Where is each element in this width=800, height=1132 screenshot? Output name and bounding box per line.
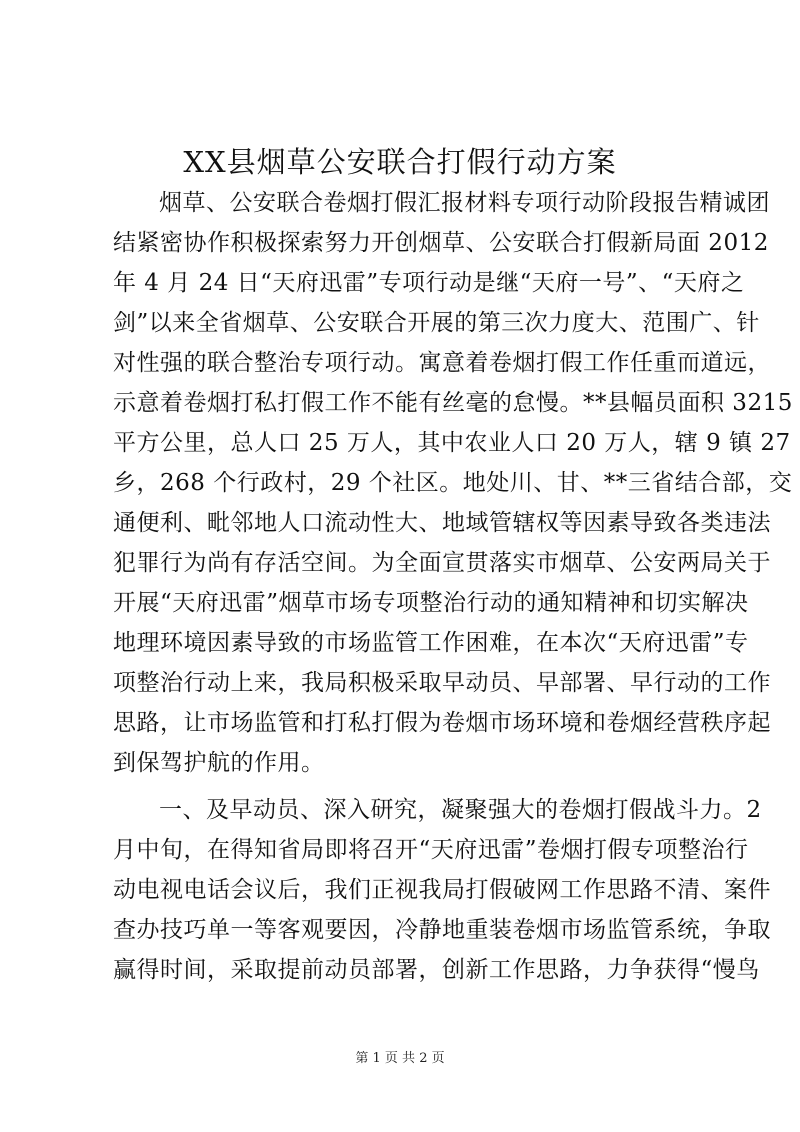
text-line: 结紧密协作积极探索努力开创烟草、公安联合打假新局面 2012 (113, 230, 769, 256)
text-line: 一、及早动员、深入研究，凝聚强大的卷烟打假战斗力。2 (159, 797, 762, 823)
text-line: 烟草、公安联合卷烟打假汇报材料专项行动阶段报告精诚团 (159, 190, 770, 216)
page-number-footer: 第 1 页 共 2 页 (355, 1051, 445, 1066)
text-line: 到保驾护航的作用。 (113, 750, 325, 776)
text-line: 查办技巧单一等客观要因，冷静地重装卷烟市场监管系统，争取 (113, 917, 771, 943)
text-line: 项整治行动上来，我局积极采取早动员、早部署、早行动的工作 (113, 670, 771, 696)
text-line: 剑”以来全省烟草、公安联合开展的第三次力度大、范围广、针 (113, 310, 760, 336)
text-line: 犯罪行为尚有存活空间。为全面宣贯落实市烟草、公安两局关于 (113, 550, 771, 576)
paragraph (113, 183, 793, 783)
text-line: 开展“天府迅雷”烟草市场专项整治行动的通知精神和切实解决 (113, 590, 749, 616)
paragraph (113, 790, 771, 990)
text-line: 年 4 月 24 日“天府迅雷”专项行动是继“天府一号”、“天府之 (113, 270, 745, 296)
text-line: 通便利、毗邻地人口流动性大、地域管辖权等因素导致各类违法 (113, 510, 771, 536)
text-line: 思路，让市场监管和打私打假为卷烟市场环境和卷烟经营秩序起 (113, 710, 771, 736)
text-line: 对性强的联合整治专项行动。寓意着卷烟打假工作任重而道远， (113, 350, 771, 376)
text-line: 月中旬，在得知省局即将召开“天府迅雷”卷烟打假专项整治行 (113, 837, 749, 863)
text-line: 乡，268 个行政村，29 个社区。地处川、甘、**三省结合部，交 (113, 470, 793, 496)
document-title: XX县烟草公安联合打假行动方案 (183, 145, 617, 179)
text-line: 动电视电话会议后，我们正视我局打假破网工作思路不清、案件 (113, 877, 771, 903)
text-line: 地理环境因素导致的市场监管工作困难，在本次“天府迅雷”专 (113, 630, 749, 656)
document-body (113, 183, 793, 990)
paragraph-gap (113, 783, 713, 790)
text-line: 赢得时间，采取提前动员部署，创新工作思路，力争获得“慢鸟 (113, 957, 760, 983)
text-line: 示意着卷烟打私打假工作不能有丝毫的怠慢。**县幅员面积 3215 (113, 390, 793, 416)
text-line: 平方公里，总人口 25 万人，其中农业人口 20 万人，辖 9 镇 27 (113, 430, 791, 456)
